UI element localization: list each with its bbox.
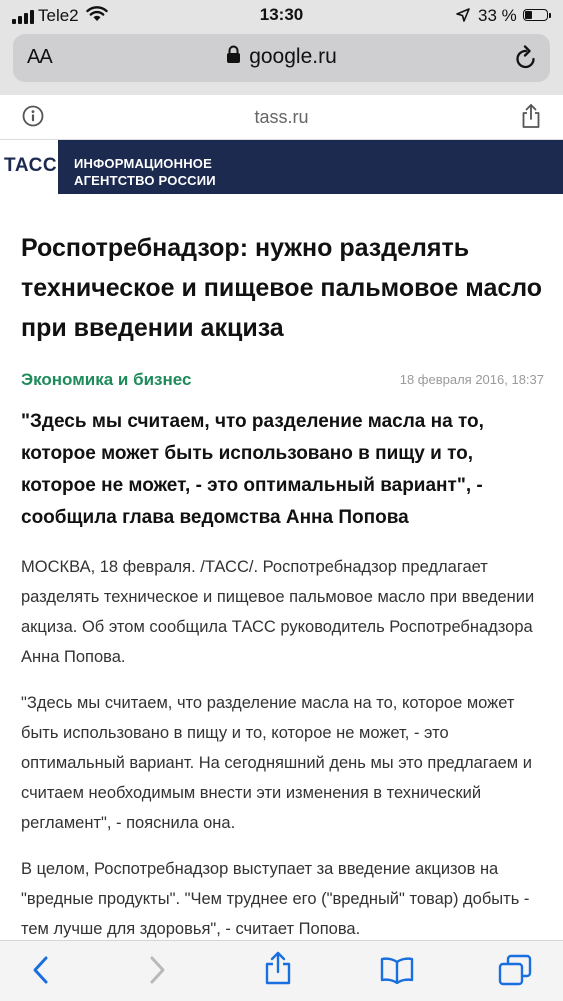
chevron-right-icon[interactable] [146, 955, 168, 990]
article [21, 228, 546, 944]
chevron-left-icon[interactable] [30, 955, 52, 990]
browser-toolbar [0, 940, 563, 1001]
tagline-line-1: ИНФОРМАЦИОННОЕ [74, 156, 212, 171]
url-text: google.ru [249, 45, 337, 68]
carrier-label: Tele2 [38, 6, 79, 25]
site-header[interactable] [0, 140, 563, 194]
logo[interactable] [0, 140, 58, 194]
site-tagline [74, 155, 216, 189]
article-paragraph: "Здесь мы считаем, что разделение масла на то, которое может быть использовано в пищу и то, которое не может, - это оптимальный вариант. На сегодняшний день мы это предлагаем и считаем необходимым внести эти изменения в технический регламент", - пояснила она. [21, 694, 532, 832]
clock: 13:30 [259, 5, 304, 24]
share-icon[interactable] [521, 103, 541, 134]
tagline-line-2: АГЕНТСТВО РОССИИ [74, 173, 216, 188]
battery-icon [523, 9, 548, 21]
article-paragraph: В целом, Роспотребнадзор выступает за введение акцизов на "вредные продукты". "Чем труднее его ("вредный" товар) добыть - тем лучше для здоровья", - считает Попова. [21, 860, 530, 938]
reload-icon[interactable] [514, 45, 538, 76]
address-bar[interactable] [13, 34, 550, 82]
share-icon[interactable] [264, 951, 292, 990]
lock-icon [226, 45, 241, 70]
url-display[interactable] [13, 45, 550, 70]
battery-level [525, 11, 532, 19]
reader-options-button[interactable]: AA [27, 46, 52, 68]
tabs-icon[interactable] [498, 954, 532, 991]
category-link[interactable]: Экономика и бизнес [21, 370, 192, 389]
page-top-bar [0, 95, 563, 140]
article-lead: "Здесь мы считаем, что разделение масла на то, которое может быть использовано в пищу и то, которое не может, - это оптимальный вариант", - сообщила глава ведомства Анна Попова [21, 411, 484, 528]
article-headline: Роспотребнадзор: нужно разделять техническое и пищевое пальмовое масло при введении акциза [21, 234, 543, 342]
browser-chrome [0, 0, 563, 95]
book-icon[interactable] [380, 956, 414, 989]
publish-date: 18 февраля 2016, 18:37 [399, 372, 544, 387]
article-paragraph: МОСКВА, 18 февраля. /ТАСС/. Роспотребнадзор предлагает разделять техническое и пищевое пальмовое масло при введении акциза. Об этом сообщила ТАСС руководитель Роспотребнадзора Анна Попова. [21, 558, 535, 666]
page-domain: tass.ru [254, 107, 309, 127]
logo-text: ТАСС [4, 155, 58, 176]
status-bar [0, 0, 563, 32]
article-meta [21, 366, 546, 396]
battery-percent: 33 % [478, 6, 517, 25]
location-arrow-icon [456, 7, 470, 27]
